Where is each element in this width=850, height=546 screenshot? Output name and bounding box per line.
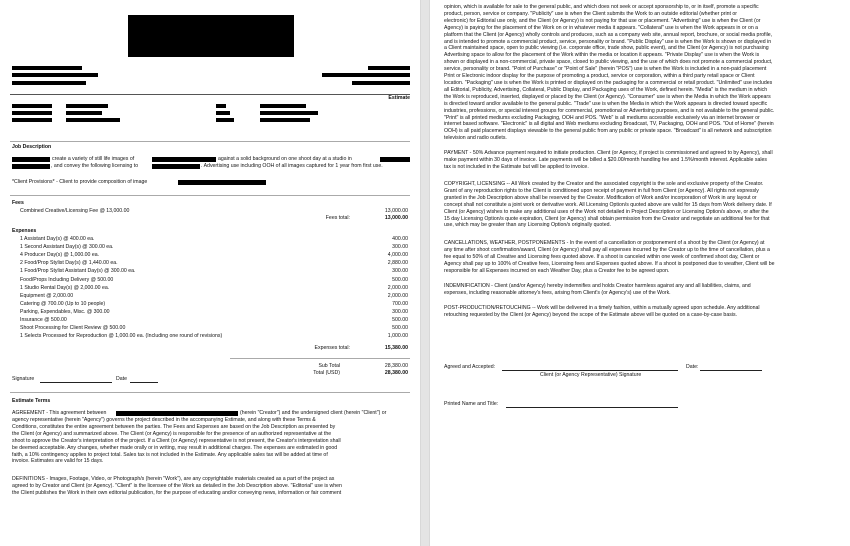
- expense-item-amount: 300.00: [392, 244, 408, 251]
- signature-date-label: Date: [116, 376, 127, 382]
- expenses-heading: Expenses: [12, 228, 37, 234]
- redacted-field: [12, 118, 52, 122]
- redacted-creator-name: [116, 411, 238, 416]
- paragraph-line: responsible for all Expenses incurred on each Weather Day, plus a Creator fee to be agreed upon.: [444, 267, 670, 274]
- job-description-text: , and convey the following licensing to: [51, 163, 139, 169]
- paragraph-line: OOH) is all paid placement displays viewable to the general public from any public or private space. "Broadcast" is all network and subscription: [444, 128, 772, 135]
- agreed-accepted-label: Agreed and Accepted:: [444, 364, 496, 370]
- expense-item-amount: 4,000.00: [387, 252, 408, 259]
- paragraph-line: make payment within 30 days of invoice. Late payments will be billed a $20.00/month handling fee and 1.5%/month interest. Applicable sales: [444, 156, 767, 163]
- paragraph-line: faith, a 10% contingency applies to project total. Sales tax is not included in the Estimate. Any applicable sales tax will be added at time of: [12, 451, 328, 458]
- paragraph-line: the Work is reproduced, inserted, displayed or placed by the Client (or Agency). "Consumer" use is when the Media in which the Work appears: [444, 93, 771, 100]
- job-description-text: . Advertising use including OOH of all images captured for 1 year from first use.: [201, 163, 383, 169]
- redacted-field: [12, 104, 52, 108]
- paragraph-line: all Editorial, Publicity, Advertising, Collateral, Public Display, and Packaging uses of the Work, defined herein. "Media" is the medium in which: [444, 86, 768, 93]
- agreement-paragraph: [12, 417, 408, 465]
- job-description-text: against a solid background on one shoot day at a studio in: [218, 156, 352, 162]
- paragraph-line: use, which may be greater than any Licensing Option/s originally quoted.: [444, 222, 611, 229]
- expenses-total-amount: 15,380.00: [384, 345, 408, 351]
- redacted-product: [152, 157, 216, 162]
- paragraph-line: INDEMNIFICATION - Client (and/or Agency) hereby indemnifies and holds Creator harmless against any and all liabilities, claims, and: [444, 283, 751, 289]
- paragraph-line: location. "Packaging" use is when the Work is printed or displayed on the packaging for a commercial or retail product. "Unlimited" use includes: [444, 79, 773, 86]
- copyright-paragraph: [444, 181, 840, 229]
- job-description-text: create a variety of still life images of: [52, 156, 135, 162]
- redacted-licensee: [152, 164, 200, 169]
- fees-heading: Fees: [12, 200, 24, 206]
- paragraph-line: and is intended to promote a commercial product, service, personality or brand. "Public Display" use is when the Work is shown or displayed in: [444, 38, 772, 45]
- expense-item-amount: 300.00: [392, 308, 408, 315]
- fee-item-label: Combined Creative/Licensing Fee @ 13,000.00: [20, 208, 130, 214]
- estimate-page-2: [430, 0, 850, 546]
- signature-line[interactable]: [40, 382, 112, 383]
- redacted-address-line: [12, 81, 86, 85]
- paragraph-line: television and radio outlets.: [444, 135, 507, 142]
- paragraph-line: Agency) is paying for the placement of the Work on or in whatever media it appears. "Collateral" use is when the Work appears in or on a: [444, 24, 759, 31]
- paragraph-line: Grant of any reproduction rights to the Client is conditioned upon receipt of payment in full from Client (or Agency). All rights not expressly: [444, 187, 759, 194]
- printed-name-line[interactable]: [506, 407, 678, 408]
- paragraph-line: fee equal to 50% of all Creative and Licensing fees quoted above. If a shoot is canceled within one week of confirmed shoot day, Client or: [444, 253, 760, 260]
- redacted-client-name: [12, 157, 50, 162]
- expense-item-label: 1 Selects Processed for Reproduction @ 1,000.00 ea. (Including one round of revisions): [20, 333, 223, 340]
- paragraph-line: CANCELLATIONS, WEATHER, POSTPONEMENTS - In the event of a cancellation or postponement of a shoot by the Client (or Agency) at: [444, 240, 765, 246]
- paragraph-line: shown or displayed in a non-commercial, private space, closed to public viewing, and the use of which does not promote a commercial product,: [444, 59, 773, 66]
- definitions-paragraph: [12, 476, 408, 497]
- paragraph-line: Print or Electronic indoor display for the purpose of promoting a product, service or corporation, within a third party retail space or Client: [444, 73, 755, 80]
- expense-item-label: 1 Food/Prop Stylist Assistant Day(s) @ 300.00 ea.: [20, 268, 136, 275]
- section-rule: [10, 195, 410, 196]
- definitions-continued: [444, 4, 840, 142]
- paragraph-line: agreed to by Creator and Client (or Agency). "Client" is the licensee of the Work as detailed in the Job Description above. "Editorial" use is when: [12, 482, 342, 489]
- section-rule: [10, 392, 410, 393]
- redacted-address-line: [322, 73, 410, 77]
- expense-item-amount: 500.00: [392, 276, 408, 283]
- paragraph-line: Conditions, constitutes the entire agreement between the parties. The Fees and Expenses are based on the Job Description as presented by: [12, 423, 336, 430]
- redacted-field: [66, 111, 102, 115]
- sub-total-amount: 28,380.00: [384, 363, 408, 369]
- expense-item-label: 1 Studio Rental Day(s) @ 2,000.00 ea.: [20, 284, 110, 291]
- paragraph-line: expenses, including reasonable attorney's fees, arising from Client's (or Agency's) use of the Work.: [444, 289, 671, 296]
- paragraph-line: Agency shall pay up to 100% of Creative fees, Licensing fees and Expenses quoted above. If a shoot is postponed due to weather, Client will be: [444, 260, 775, 267]
- paragraph-line: COPYRIGHT, LICENSING -- All Work created by the Creator and the associated copyright is the sole and exclusive property of the Creator.: [444, 181, 764, 187]
- paragraph-line: any time after shoot confirmation/award, Client (or Agency) shall pay all expenses incurred by the Creator up to the time of cancellation, plus a: [444, 246, 770, 253]
- expense-item-amount: 500.00: [392, 317, 408, 323]
- paragraph-line: granted in the Job Description above shall be reserved by the Creator. Modification of Work and/or incorporation of Work in any layout or: [444, 194, 757, 201]
- signature-date-line[interactable]: [130, 382, 158, 383]
- expense-item-amount: 500.00: [392, 325, 408, 332]
- redacted-field: [260, 104, 306, 108]
- redacted-location: [380, 157, 410, 162]
- paragraph-line: industries, professions, or special interest groups for commercial, promotional or Advertising purposes, and is not available to the general public.: [444, 107, 775, 114]
- client-signature-caption: Client (or Agency Representative) Signature: [540, 372, 642, 378]
- redacted-logo: [128, 15, 294, 57]
- expense-item-label: 1 Second Assistant Day(s) @ 300.00 ea.: [20, 244, 114, 251]
- expense-item-amount: 400.00: [392, 236, 408, 242]
- paragraph-line: retouching requested by the Client (or Agency) beyond the scope of the Estimate above will be quoted on a case-by-case basis.: [444, 311, 737, 318]
- fees-total-amount: 13,000.00: [384, 215, 408, 221]
- paragraph-line: 15 day Licensing Option/s quote expiration, Client (or Agency) shall obtain permission from the Creator and negotiate an additional fee for that: [444, 215, 770, 222]
- paragraph-line: "Print" is all printed mediums excluding Packaging, OOH and POS. "Web" is all mediums accessible exclusively via an internet browser or: [444, 114, 760, 121]
- redacted-provision: [178, 180, 266, 185]
- expense-item-amount: 2,000.00: [387, 284, 408, 291]
- totals-rule: [230, 358, 410, 359]
- client-signature-line[interactable]: [502, 370, 678, 371]
- paragraph-line: POST-PRODUCTION/RETOUCHING -- Work will be delivered in a timely fashion, within a mutually agreed upon schedule. Any additional: [444, 305, 760, 311]
- paragraph-line: internet based software. "Electronic" is all digital and Web mediums excluding Broadcast, TV, Packaging, OOH and POS. "Out of Home" (herein: [444, 121, 774, 128]
- paragraph-line: opinion, which is available for sale to the general public, and which does not seek or accept sponsorship to, or in itself, promote a specific: [444, 4, 759, 10]
- redacted-address-line: [12, 73, 98, 77]
- estimate-terms-heading: Estimate Terms: [12, 398, 51, 404]
- paragraph-line: agency representative (herein "Agency") governs the project described in the accompanying Estimate, and along with these Terms &: [12, 417, 316, 423]
- grand-total-label: Total (USD): [313, 370, 340, 376]
- paragraph-line: shoot to approve the Creator's interpretation of the project. If a Client (or Agency) representative is not present, the Creator's interpretation shall: [12, 437, 341, 444]
- expense-item-label: Parking, Expendables, Misc. @ 300.00: [20, 308, 110, 315]
- grand-total-amount: 28,380.00: [384, 370, 408, 376]
- redacted-field: [66, 104, 108, 108]
- payment-paragraph: [444, 150, 840, 171]
- expense-item-amount: 700.00: [392, 300, 408, 307]
- expense-item-label: Insurance @ 500.00: [20, 317, 67, 323]
- redacted-field: [216, 118, 234, 122]
- expense-item-amount: 1,000.00: [387, 333, 408, 340]
- job-description-heading: Job Description: [12, 144, 52, 150]
- redacted-location: [12, 164, 50, 169]
- expense-item-amount: 2,000.00: [387, 292, 408, 299]
- redacted-field: [66, 118, 120, 122]
- expense-item-label: Food/Props Including Delivery @ 500.00: [20, 276, 114, 283]
- cancellations-paragraph: [444, 240, 840, 275]
- paragraph-line: Client (or Agency) wishes to make any additional uses of the Work not detailed in Project Description or Licensing Option/s above, or after the: [444, 208, 769, 215]
- paragraph-line: DEFINITIONS - Images, Footage, Video, or Photograph/s (herein "Work"), are any copyrightable materials created as a part of the project as: [12, 476, 335, 482]
- redacted-address-line: [368, 66, 410, 70]
- document-type-label: Estimate: [388, 95, 410, 101]
- paragraph-line: service, personality or brand. "Point of Purchase" or "Point of Sale" (herein "POS") use is when the Work is included in a non-paid placement: [444, 66, 767, 73]
- agreed-date-line[interactable]: [700, 370, 762, 371]
- paragraph-line: the Client publishes the Work in their own editorial publication, for the purpose of educating and/or conveying news, information or fair comment: [12, 489, 342, 496]
- agreement-text: AGREEMENT - This agreement between: [12, 410, 107, 416]
- expense-item-label: Equipment @ 2,000.00: [20, 292, 74, 299]
- expense-item-amount: 2,880.00: [387, 260, 408, 267]
- sub-total-label: Sub Total: [318, 363, 340, 369]
- expense-item-label: 1 Assistant Day(s) @ 400.00 ea.: [20, 236, 95, 242]
- expense-item-amount: 300.00: [392, 268, 408, 275]
- agreement-text: (herein "Creator") and the undersigned client (herein "Client") or: [240, 410, 387, 416]
- client-provisions-text: *Client Provisions* - Client to provide composition of image: [12, 179, 148, 185]
- paragraph-line: PAYMENT - 50% Advance payment required to initiate production. Client (or Agency, if project is commissioned and agreed to by Agency), shall: [444, 150, 773, 156]
- fee-item-amount: 13,000.00: [384, 208, 408, 214]
- paragraph-line: the Client (or Agency) and summarized above. The Client (or Agency) is responsible for the presence of an authorized representative at the: [12, 430, 332, 437]
- printed-name-label: Printed Name and Title:: [444, 401, 499, 407]
- paragraph-line: product, person, service or company. "Publicity" use is when the Client submits the Work to an outside editorial (whether print or: [444, 10, 737, 17]
- expense-item-label: Catering @ 700.00 (Up to 10 people): [20, 300, 106, 307]
- paragraph-line: tax is not included in the Estimate but will be applied to invoice.: [444, 163, 589, 170]
- paragraph-line: be deemed acceptable. Any changes, whether made orally or in writing, may result in additional charges. The expenses are estimated in good: [12, 444, 338, 451]
- section-rule: [10, 141, 410, 142]
- redacted-field: [260, 111, 318, 115]
- agreed-date-label: Date:: [686, 364, 699, 370]
- paragraph-line: Advertising space to allow for the placement of the Work within the media or location it appears. "Private Display" use is when the Work is: [444, 52, 760, 59]
- redacted-field: [216, 104, 226, 108]
- redacted-field: [216, 111, 230, 115]
- expense-item-label: Shoot Processing for Client Review @ 500.00: [20, 325, 126, 332]
- paragraph-line: is directed toward and/or available to the general public. "Trade" use is when the Media in which the Work appears is directed toward specific: [444, 100, 768, 107]
- indemnification-paragraph: [444, 283, 840, 297]
- paragraph-line: invoice. Estimates are valid for 15 days.: [12, 458, 104, 465]
- paragraph-line: electronic) for Editorial use only, and the Client (or Agency) is not paying for that use or placement. "Advertising" use is when the Client (or: [444, 17, 761, 24]
- post-production-paragraph: [444, 305, 840, 319]
- fees-total-label: Fees total:: [325, 215, 350, 221]
- signature-label: Signature: [12, 376, 35, 382]
- paragraph-line: a Client maintained space, open to public viewing (i.e. corporate office, trade show, public event), and the Client (or Agency) is not purchasing: [444, 45, 769, 52]
- paragraph-line: platform that the Client (or Agency) wholly controls and produces, such as a company web site, annual report, brochure, or social media profile,: [444, 31, 773, 38]
- expenses-total-label: Expenses total:: [314, 345, 350, 351]
- redacted-address-line: [12, 66, 82, 70]
- estimate-page-1: [0, 0, 420, 546]
- redacted-field: [12, 111, 52, 115]
- redacted-field: [260, 118, 310, 122]
- paragraph-line: concept shall not constitute a joint work or derivative work. All Licensing Option/s quoted above are valid for 15 days from Work delivery date. If: [444, 201, 772, 208]
- redacted-address-line: [352, 81, 410, 85]
- expense-item-label: 4 Producer Day(s) @ 1,000.00 ea.: [20, 252, 100, 259]
- expense-item-label: 2 Food/Prop Stylist Day(s) @ 1,440.00 ea.: [20, 260, 118, 267]
